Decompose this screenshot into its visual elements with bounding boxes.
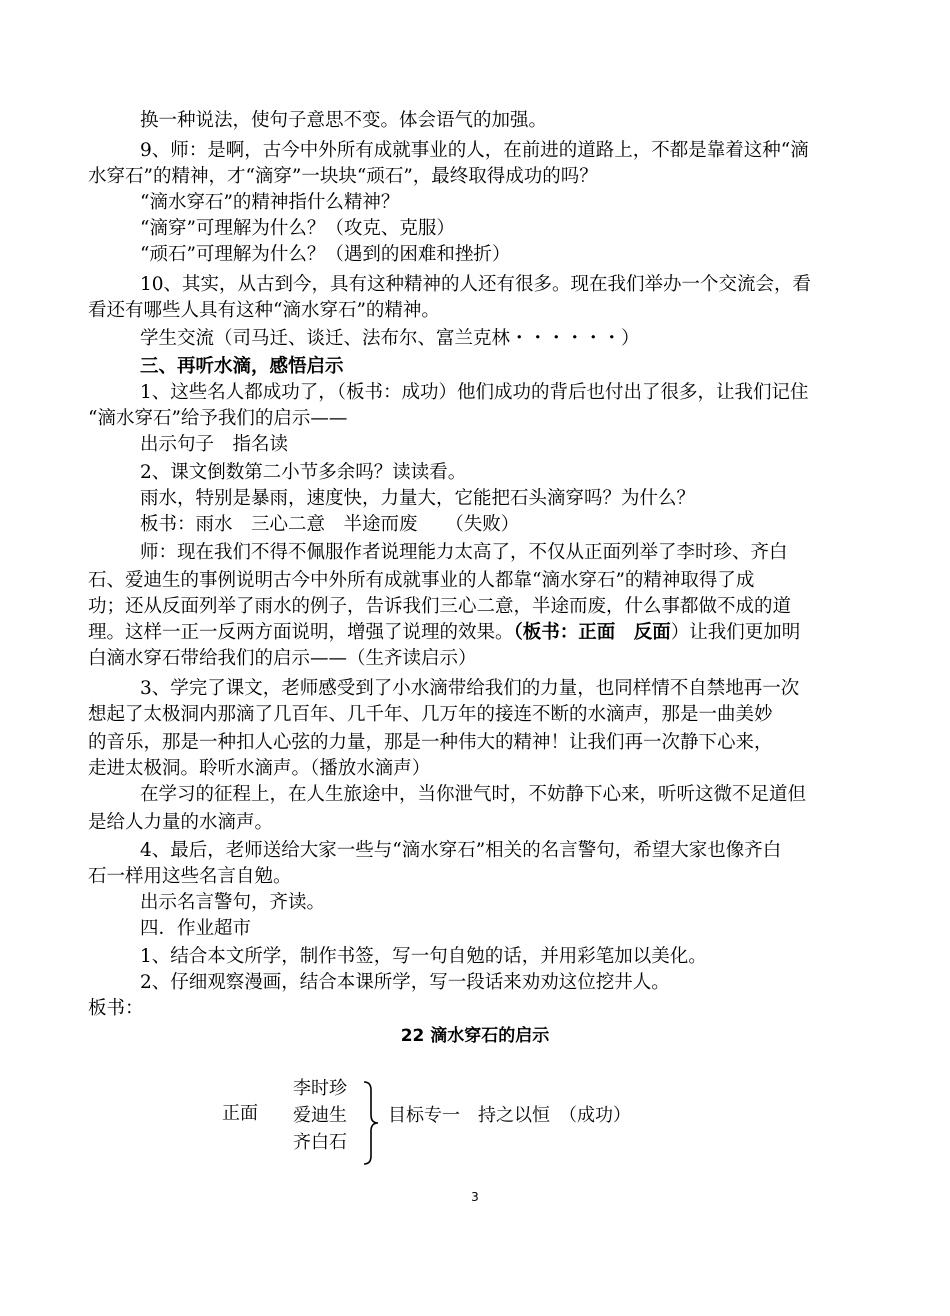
board-name-item: 齐白石 bbox=[293, 1132, 347, 1153]
text-line: 板书： bbox=[88, 998, 144, 1019]
text-line: 看还有哪些人具有这种“滴水穿石”的精神。 bbox=[88, 300, 440, 321]
text-line: “滴水穿石”给予我们的启示—— bbox=[88, 408, 348, 429]
text-line: 出示句子 指名读 bbox=[140, 434, 289, 455]
curly-brace-icon bbox=[362, 1080, 380, 1166]
text-line bbox=[88, 620, 856, 646]
text-line: 石、爱迪生的事例说明古今中外所有成就事业的人都靠“滴水穿石”的精神取得了成 bbox=[88, 570, 755, 591]
text-line: “滴穿”可理解为什么？（攻克、克服） bbox=[140, 218, 455, 239]
board-result: 目标专一 持之以恒 （成功） bbox=[388, 1105, 631, 1126]
text-line: 换一种说法，使句子意思不变。体会语气的加强。 bbox=[140, 110, 548, 131]
text-line: “顽石”可理解为什么？（遇到的困难和挫折） bbox=[140, 244, 511, 265]
text-line: 的音乐，那是一种扣人心弦的力量，那是一种伟大的精神！让我们再一次静下心来， bbox=[88, 732, 773, 753]
section-heading: 三、再听水滴，感悟启示 bbox=[140, 356, 344, 377]
text-line: 3、学完了课文，老师感受到了小水滴带给我们的力量，也同样情不自禁地再一次 bbox=[140, 678, 800, 699]
board-name-item: 李时珍 bbox=[293, 1078, 347, 1099]
text-line: 水穿石”的精神，才“滴穿”一块块“顽石”，最终取得成功的吗？ bbox=[88, 166, 598, 187]
board-note-text: 板书：正面 反面 bbox=[522, 622, 671, 643]
text-line: 2、仔细观察漫画，结合本课所学，写一段话来劝劝这位挖井人。 bbox=[140, 972, 670, 993]
text-line: 2、课文倒数第二小节多余吗？读读看。 bbox=[140, 462, 467, 483]
text-line: 石一样用这些名言自勉。 bbox=[88, 866, 292, 887]
text-line: 师：现在我们不得不佩服作者说理能力太高了，不仅从正面列举了李时珍、齐白 bbox=[140, 542, 788, 563]
text-line: 是给人力量的水滴声。 bbox=[88, 812, 274, 833]
text-segment: ）让我们更加明 bbox=[670, 622, 801, 643]
text-line: 4、最后，老师送给大家一些与“滴水穿石”相关的名言警句，希望大家也像齐白 bbox=[140, 840, 782, 861]
board-name-item: 爱迪生 bbox=[293, 1105, 347, 1126]
text-line: 学生交流（司马迁、谈迁、法布尔、富兰克林・・・・・・） bbox=[140, 328, 640, 349]
text-line: 想起了太极洞内那滴了几百年、几千年、几万年的接连不断的水滴声，那是一曲美妙 bbox=[88, 704, 773, 725]
text-line: “滴水穿石”的精神指什么精神？ bbox=[140, 192, 400, 213]
text-line: 1、结合本文所学，制作书签，写一句自勉的话，并用彩笔加以美化。 bbox=[140, 946, 707, 967]
board-side-label: 正面 bbox=[222, 1103, 258, 1124]
text-line: 四．作业超市 bbox=[140, 918, 252, 939]
text-line: 雨水，特别是暴雨，速度快，力量大，它能把石头滴穿吗？为什么？ bbox=[140, 488, 696, 509]
text-line: 功；还从反面列举了雨水的例子，告诉我们三心二意，半途而废，什么事都做不成的道 bbox=[88, 596, 792, 617]
text-segment: 理。这样一正一反两方面说明，增强了说理的效果。 bbox=[88, 622, 514, 643]
text-line: 走进太极洞。聆听水滴声。（播放水滴声） bbox=[88, 758, 431, 779]
text-line: 10、其实，从古到今，具有这种精神的人还有很多。现在我们举办一个交流会，看 bbox=[140, 274, 812, 295]
text-line: 出示名言警句，齐读。 bbox=[140, 892, 326, 913]
page-number: 3 bbox=[471, 1190, 479, 1204]
text-line: 9、师：是啊，古今中外所有成就事业的人，在前进的道路上，不都是靠着这种“滴 bbox=[140, 140, 809, 161]
text-line: 白滴水穿石带给我们的启示——（生齐读启示） bbox=[88, 648, 477, 669]
text-line: 在学习的征程上，在人生旅途中，当你泄气时，不妨静下心来，听听这微不足道但 bbox=[140, 784, 807, 805]
text-line: 板书：雨水 三心二意 半途而废 （失败） bbox=[140, 514, 520, 535]
board-title: 22 滴水穿石的启示 bbox=[400, 1026, 550, 1046]
board-note: （板书：正面 反面 bbox=[513, 622, 671, 643]
text-line: 1、这些名人都成功了，（板书：成功）他们成功的背后也付出了很多，让我们记住 bbox=[140, 382, 809, 403]
